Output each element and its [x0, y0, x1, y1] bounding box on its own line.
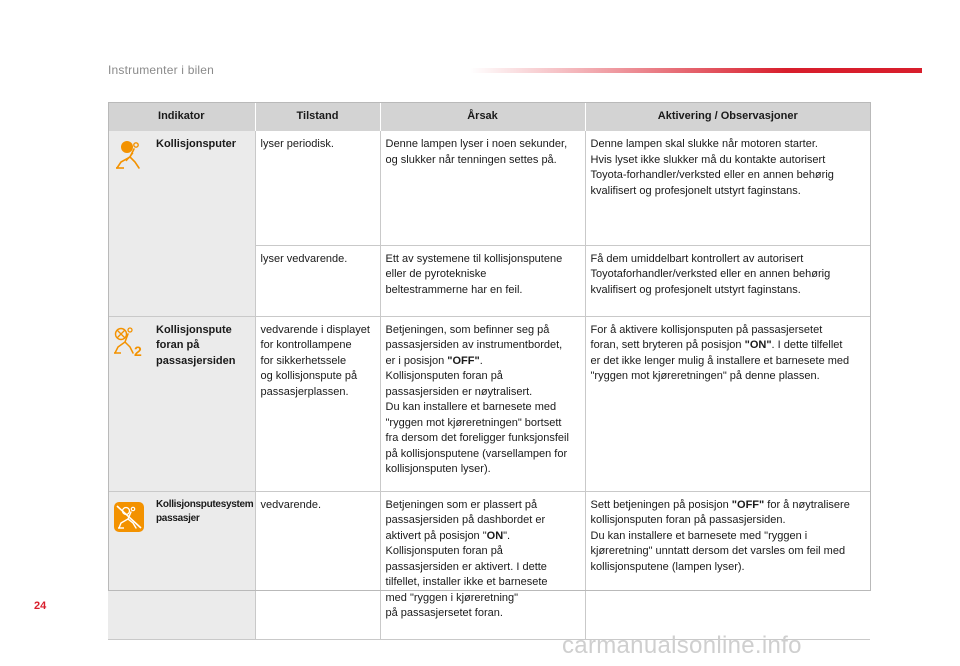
- cause-line: passasjersiden er aktivert. I dette: [385, 560, 547, 573]
- action-line: "ryggen mot kjøreretningen" på denne plassen.: [590, 370, 820, 382]
- cause-line: passasjersiden er nøytralisert.: [385, 385, 533, 398]
- indicator-table: [108, 102, 870, 640]
- cause-line: på kollisjonsputene (varsellampen for: [385, 447, 568, 460]
- indicator-name: Kollisjonsputer: [150, 131, 255, 316]
- indicator-name-line: Kollisjonsputesystem: [156, 498, 254, 510]
- action-line: kvalifisert og profesjonelt utstyrt faginstans.: [590, 184, 801, 197]
- on-position-label: ON: [486, 529, 504, 542]
- cause-line: "ryggen mot kjøreretningen" bortsett: [385, 416, 562, 429]
- cause-line: [386, 354, 580, 370]
- state-cell: [255, 316, 380, 491]
- cause-line: Kollisjonsputen foran på: [385, 545, 503, 557]
- state-line: for kontrollampene: [260, 339, 352, 351]
- cause-line: kollisjonsputen lyser).: [385, 463, 491, 475]
- table-row: [108, 316, 870, 491]
- cause-text: .: [479, 354, 483, 367]
- cause-cell: [380, 316, 585, 491]
- action-line: er det ikke lenger mulig å installere et barnesete med: [590, 354, 850, 367]
- on-position-label: "ON": [744, 339, 772, 351]
- cause-line: Betjeningen, som befinner seg på: [385, 323, 550, 336]
- action-line: kjøreretning" unntatt dersom det varsles om feil med: [590, 545, 846, 557]
- column-header-tilstand: Tilstand: [255, 102, 380, 131]
- action-line: kollisjonsputen foran på passasjersiden.: [590, 514, 786, 526]
- table-row: [108, 131, 870, 245]
- cause-text: ".: [503, 529, 511, 542]
- off-position-label: "OFF": [731, 498, 765, 511]
- action-text: . I dette tilfellet: [771, 339, 843, 351]
- cause-text: er i posisjon: [385, 354, 448, 367]
- cause-line: på passasjersetet foran.: [385, 607, 503, 619]
- action-line: [591, 338, 866, 354]
- off-position-label: "OFF": [447, 354, 480, 367]
- page-number: 24: [34, 600, 47, 612]
- cause-line: fra dersom det foreligger funksjonsfeil: [385, 432, 569, 444]
- state-line: passasjerplassen.: [260, 385, 349, 398]
- column-header-aktivering: Aktivering / Observasjoner: [585, 102, 870, 131]
- table-header-row: [108, 102, 870, 131]
- indicator-name: [150, 316, 255, 491]
- state-cell: lyser periodisk.: [255, 131, 380, 245]
- action-line: For å aktivere kollisjonsputen på passasjersetet: [590, 323, 823, 336]
- action-cell: [585, 131, 870, 245]
- action-cell: [585, 491, 870, 639]
- column-header-arsak: Årsak: [380, 102, 585, 131]
- column-header-indikator: Indikator: [108, 102, 255, 131]
- state-line: vedvarende i displayet: [260, 323, 370, 336]
- action-line: Hvis lyset ikke slukker må du kontakte autorisert: [590, 153, 826, 166]
- action-line: Toyota-forhandler/verksted eller en annen behørig: [590, 169, 834, 181]
- cause-line: passasjersiden av instrumentbordet,: [385, 339, 563, 351]
- indicator-icon-cell: [108, 491, 150, 639]
- cause-line: og slukker når tenningen settes på.: [385, 153, 557, 166]
- action-line: [591, 498, 866, 514]
- cause-line: tilfellet, installer ikke et barnesete: [385, 576, 548, 588]
- indicator-name-line: passasjer: [156, 512, 200, 524]
- indicator-name-line: foran på: [156, 339, 200, 351]
- action-text: for å nøytralisere: [764, 498, 850, 511]
- watermark: carmanualsonline.info: [562, 632, 802, 659]
- airbag-off-icon: [113, 501, 145, 533]
- action-line: Få dem umiddelbart kontrollert av autorisert: [590, 252, 804, 265]
- indicator-name: [150, 491, 255, 639]
- state-line: og kollisjonspute på: [260, 370, 358, 382]
- action-cell: [585, 245, 870, 316]
- action-line: Denne lampen skal slukke når motoren starter.: [590, 138, 818, 150]
- cause-cell: [380, 491, 585, 639]
- indicator-icon-cell: [108, 316, 150, 491]
- action-line: Toyotaforhandler/verksted eller en annen behørig: [590, 268, 831, 280]
- section-title: Instrumenter i bilen: [108, 63, 215, 77]
- indicator-name-line: Kollisjonspute: [156, 323, 232, 336]
- cause-line: Du kan installere et barnesete med: [385, 401, 557, 413]
- indicator-icon-cell: [108, 131, 150, 316]
- cause-line: eller de pyrotekniske: [385, 268, 487, 280]
- state-cell: lyser vedvarende.: [255, 245, 380, 316]
- action-line: kvalifisert og profesjonelt utstyrt faginstans.: [590, 283, 801, 296]
- cause-line: Kollisjonsputen foran på: [385, 370, 503, 382]
- cause-line: beltestrammerne har en feil.: [385, 283, 523, 296]
- svg-text:2: 2: [134, 342, 142, 358]
- table-row: [108, 491, 870, 639]
- cause-line: passasjersiden på dashbordet er: [385, 514, 546, 526]
- cause-line: Betjeningen som er plassert på: [385, 498, 538, 511]
- action-text: foran, sett bryteren på posisjon: [590, 339, 745, 351]
- state-line: for sikkerhetssele: [260, 354, 347, 367]
- header-accent-bar: [470, 68, 922, 73]
- cause-line: Denne lampen lyser i noen sekunder,: [385, 138, 568, 150]
- action-line: kollisjonsputene (lampen lyser).: [590, 560, 745, 573]
- action-line: Du kan installere et barnesete med "ryggen i: [590, 529, 808, 542]
- passenger-airbag-icon: [112, 326, 146, 358]
- action-cell: [585, 316, 870, 491]
- cause-cell: [380, 131, 585, 245]
- cause-cell: [380, 245, 585, 316]
- indicator-name-line: passasjersiden: [156, 354, 236, 367]
- state-cell: vedvarende.: [255, 491, 380, 639]
- cause-line: [386, 529, 580, 545]
- airbag-warning-icon: [114, 140, 144, 170]
- cause-text: aktivert på posisjon ": [385, 529, 487, 542]
- cause-line: med "ryggen i kjøreretning": [385, 591, 519, 604]
- action-text: Sett betjeningen på posisjon: [590, 498, 732, 511]
- cause-line: Ett av systemene til kollisjonsputene: [385, 252, 563, 265]
